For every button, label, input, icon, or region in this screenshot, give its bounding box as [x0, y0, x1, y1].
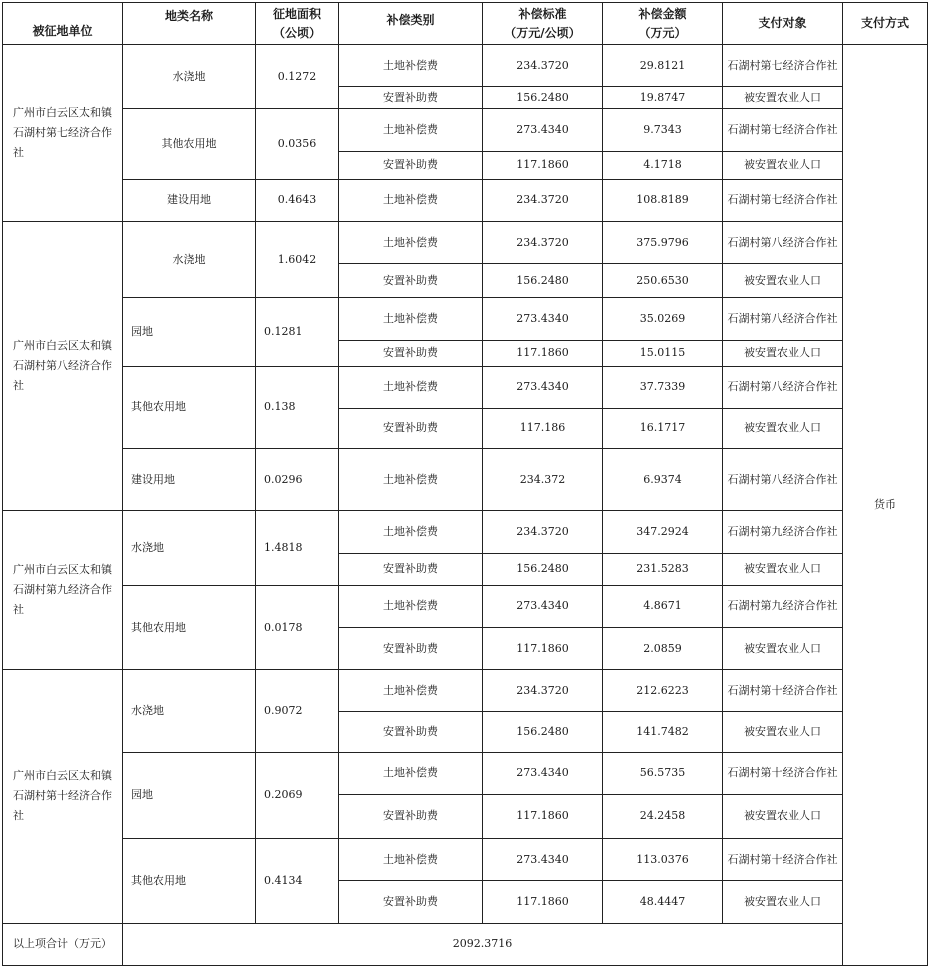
- category-cell: 土地补偿费: [339, 179, 483, 221]
- table-row: [3, 179, 928, 221]
- table-row: [3, 670, 928, 712]
- payee-cell: 被安置农业人口: [723, 87, 843, 109]
- category-cell: 土地补偿费: [339, 221, 483, 263]
- header-method: 支付方式: [843, 3, 928, 45]
- payee-cell: 石湖村第十经济合作社: [723, 670, 843, 712]
- payee-cell: 被安置农业人口: [723, 340, 843, 366]
- unit-cell: 广州市白云区太和镇石湖村第七经济合作社: [3, 45, 123, 222]
- standard-cell: 273.4340: [483, 366, 603, 408]
- header-land-type: 地类名称: [123, 3, 256, 45]
- standard-cell: 273.4340: [483, 585, 603, 627]
- unit-cell: 广州市白云区太和镇石湖村第十经济合作社: [3, 670, 123, 923]
- amount-cell: 141.7482: [603, 712, 723, 752]
- land-type-cell: 水浇地: [123, 511, 256, 585]
- category-cell: 安置补助费: [339, 408, 483, 448]
- area-cell: 1.6042: [256, 221, 339, 297]
- category-cell: 安置补助费: [339, 151, 483, 179]
- area-cell: 0.2069: [256, 752, 339, 838]
- category-cell: 安置补助费: [339, 628, 483, 670]
- land-type-cell: 其他农用地: [123, 109, 256, 179]
- payee-cell: 被安置农业人口: [723, 264, 843, 298]
- table-row: [3, 752, 928, 794]
- amount-cell: 4.8671: [603, 585, 723, 627]
- amount-cell: 231.5283: [603, 553, 723, 585]
- header-unit: 被征地单位: [3, 3, 123, 45]
- amount-cell: 48.4447: [603, 881, 723, 923]
- land-type-cell: 园地: [123, 298, 256, 366]
- amount-cell: 35.0269: [603, 298, 723, 340]
- amount-cell: 19.8747: [603, 87, 723, 109]
- standard-cell: 234.372: [483, 449, 603, 511]
- amount-cell: 16.1717: [603, 408, 723, 448]
- standard-cell: 156.2480: [483, 264, 603, 298]
- payee-cell: 石湖村第八经济合作社: [723, 366, 843, 408]
- amount-cell: 29.8121: [603, 45, 723, 87]
- land-type-cell: 水浇地: [123, 670, 256, 752]
- payee-cell: 石湖村第七经济合作社: [723, 109, 843, 151]
- amount-cell: 250.6530: [603, 264, 723, 298]
- payee-cell: 石湖村第七经济合作社: [723, 179, 843, 221]
- table-row: [3, 511, 928, 553]
- header-standard: 补偿标准 （万元/公顷）: [483, 3, 603, 45]
- table-row: [3, 449, 928, 511]
- standard-cell: 117.186: [483, 408, 603, 448]
- land-type-cell: 水浇地: [123, 221, 256, 297]
- payee-cell: 被安置农业人口: [723, 881, 843, 923]
- category-cell: 安置补助费: [339, 794, 483, 838]
- standard-cell: 273.4340: [483, 752, 603, 794]
- payee-cell: 石湖村第八经济合作社: [723, 298, 843, 340]
- payment-method-cell: 货币: [843, 45, 928, 966]
- area-cell: 0.1281: [256, 298, 339, 366]
- amount-cell: 113.0376: [603, 839, 723, 881]
- amount-cell: 4.1718: [603, 151, 723, 179]
- payee-cell: 被安置农业人口: [723, 628, 843, 670]
- area-cell: 0.1272: [256, 45, 339, 109]
- unit-cell: 广州市白云区太和镇石湖村第九经济合作社: [3, 511, 123, 670]
- category-cell: 安置补助费: [339, 712, 483, 752]
- category-cell: 土地补偿费: [339, 839, 483, 881]
- table-row: [3, 585, 928, 627]
- table-row: [3, 109, 928, 151]
- standard-cell: 156.2480: [483, 87, 603, 109]
- header-area: 征地面积 （公顷）: [256, 3, 339, 45]
- payee-cell: 石湖村第八经济合作社: [723, 449, 843, 511]
- amount-cell: 108.8189: [603, 179, 723, 221]
- category-cell: 土地补偿费: [339, 585, 483, 627]
- standard-cell: 273.4340: [483, 839, 603, 881]
- standard-cell: 117.1860: [483, 628, 603, 670]
- amount-cell: 347.2924: [603, 511, 723, 553]
- table-row: [3, 839, 928, 881]
- area-cell: 0.4134: [256, 839, 339, 923]
- category-cell: 安置补助费: [339, 87, 483, 109]
- land-type-cell: 其他农用地: [123, 839, 256, 923]
- amount-cell: 56.5735: [603, 752, 723, 794]
- land-type-cell: 其他农用地: [123, 585, 256, 669]
- category-cell: 土地补偿费: [339, 109, 483, 151]
- area-cell: 0.138: [256, 366, 339, 448]
- payee-cell: 被安置农业人口: [723, 794, 843, 838]
- land-type-cell: 建设用地: [123, 179, 256, 221]
- standard-cell: 234.3720: [483, 221, 603, 263]
- category-cell: 土地补偿费: [339, 366, 483, 408]
- total-row: [3, 923, 928, 965]
- table-row: [3, 221, 928, 263]
- category-cell: 安置补助费: [339, 264, 483, 298]
- payee-cell: 石湖村第十经济合作社: [723, 839, 843, 881]
- header-row: [3, 3, 928, 45]
- standard-cell: 234.3720: [483, 670, 603, 712]
- area-cell: 0.0296: [256, 449, 339, 511]
- amount-cell: 24.2458: [603, 794, 723, 838]
- category-cell: 土地补偿费: [339, 511, 483, 553]
- area-cell: 1.4818: [256, 511, 339, 585]
- amount-cell: 6.9374: [603, 449, 723, 511]
- standard-cell: 117.1860: [483, 881, 603, 923]
- amount-cell: 9.7343: [603, 109, 723, 151]
- standard-cell: 273.4340: [483, 109, 603, 151]
- payee-cell: 被安置农业人口: [723, 151, 843, 179]
- standard-cell: 117.1860: [483, 151, 603, 179]
- standard-cell: 156.2480: [483, 553, 603, 585]
- header-payee: 支付对象: [723, 3, 843, 45]
- amount-cell: 37.7339: [603, 366, 723, 408]
- land-type-cell: 园地: [123, 752, 256, 838]
- payee-cell: 石湖村第七经济合作社: [723, 45, 843, 87]
- standard-cell: 117.1860: [483, 794, 603, 838]
- header-amount: 补偿金额 （万元）: [603, 3, 723, 45]
- land-type-cell: 建设用地: [123, 449, 256, 511]
- area-cell: 0.9072: [256, 670, 339, 752]
- category-cell: 土地补偿费: [339, 752, 483, 794]
- table-row: [3, 366, 928, 408]
- amount-cell: 375.9796: [603, 221, 723, 263]
- unit-cell: 广州市白云区太和镇石湖村第八经济合作社: [3, 221, 123, 511]
- payee-cell: 被安置农业人口: [723, 408, 843, 448]
- payee-cell: 石湖村第九经济合作社: [723, 585, 843, 627]
- category-cell: 安置补助费: [339, 340, 483, 366]
- amount-cell: 212.6223: [603, 670, 723, 712]
- area-cell: 0.0356: [256, 109, 339, 179]
- category-cell: 土地补偿费: [339, 298, 483, 340]
- payee-cell: 石湖村第八经济合作社: [723, 221, 843, 263]
- total-value: 2092.3716: [123, 923, 843, 965]
- category-cell: 安置补助费: [339, 553, 483, 585]
- standard-cell: 234.3720: [483, 45, 603, 87]
- category-cell: 土地补偿费: [339, 449, 483, 511]
- table-row: [3, 45, 928, 87]
- land-type-cell: 其他农用地: [123, 366, 256, 448]
- category-cell: 土地补偿费: [339, 670, 483, 712]
- payee-cell: 石湖村第九经济合作社: [723, 511, 843, 553]
- standard-cell: 156.2480: [483, 712, 603, 752]
- payee-cell: 被安置农业人口: [723, 553, 843, 585]
- area-cell: 0.4643: [256, 179, 339, 221]
- payee-cell: 被安置农业人口: [723, 712, 843, 752]
- standard-cell: 234.3720: [483, 511, 603, 553]
- amount-cell: 2.0859: [603, 628, 723, 670]
- compensation-table: [2, 2, 928, 966]
- payee-cell: 石湖村第十经济合作社: [723, 752, 843, 794]
- standard-cell: 117.1860: [483, 340, 603, 366]
- header-category: 补偿类别: [339, 3, 483, 45]
- amount-cell: 15.0115: [603, 340, 723, 366]
- category-cell: 安置补助费: [339, 881, 483, 923]
- area-cell: 0.0178: [256, 585, 339, 669]
- table-row: [3, 298, 928, 340]
- standard-cell: 273.4340: [483, 298, 603, 340]
- standard-cell: 234.3720: [483, 179, 603, 221]
- total-label: 以上项合计（万元）: [3, 923, 123, 965]
- land-type-cell: 水浇地: [123, 45, 256, 109]
- category-cell: 土地补偿费: [339, 45, 483, 87]
